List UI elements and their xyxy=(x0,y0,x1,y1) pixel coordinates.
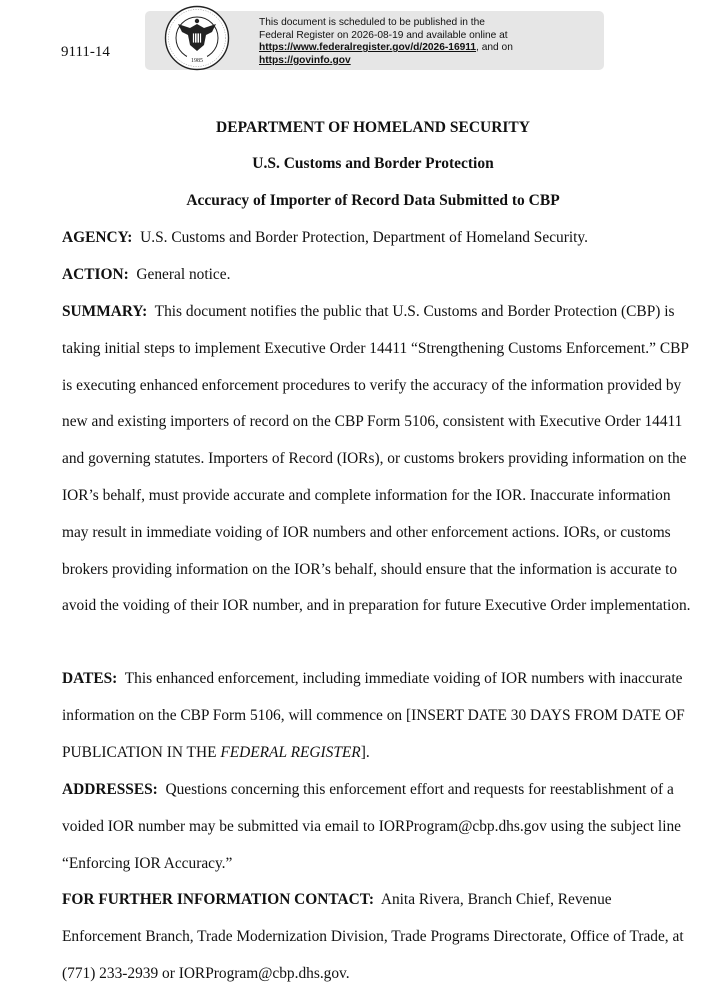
addresses-section xyxy=(62,772,694,882)
addresses-text: Questions concerning this enforcement effort and requests for reestablishment of a voided IOR number may be submitted via email to IORProgram@cbp.dhs.gov using the subject line “Enforcing IOR Accuracy.” xyxy=(62,781,682,872)
summary-label: SUMMARY: xyxy=(62,303,148,320)
banner-text xyxy=(259,17,599,67)
govinfo-link[interactable]: https://govinfo.gov xyxy=(259,54,351,66)
agency-section xyxy=(62,220,694,257)
federal-register-italic: FEDERAL REGISTER xyxy=(220,743,361,761)
contact-label: FOR FURTHER INFORMATION CONTACT: xyxy=(62,891,374,908)
document-title: Accuracy of Importer of Record Data Submitted to CBP xyxy=(186,192,560,209)
national-archives-seal-icon xyxy=(164,5,230,71)
contact-section xyxy=(62,882,694,992)
dates-end: ]. xyxy=(360,743,370,761)
action-text: General notice. xyxy=(136,266,231,283)
department-heading: DEPARTMENT OF HOMELAND SECURITY xyxy=(216,119,530,136)
action-section xyxy=(62,257,694,294)
contact-text: Anita Rivera, Branch Chief, Revenue Enforcement Branch, Trade Modernization Division, Trade Programs Directorate, Office of Trade, at (771) 233-2939 or IORProgram@cbp.dhs.gov. xyxy=(62,891,684,982)
dates-label: DATES: xyxy=(62,670,118,687)
addresses-label: ADDRESSES: xyxy=(62,781,158,798)
document-code: 9111-14 xyxy=(61,44,110,60)
seal-year: 1985 xyxy=(191,58,203,64)
dates-text: This enhanced enforcement, including immediate voiding of IOR numbers with inaccurate information on the CBP Form 5106, will commence on [INSERT DATE 30 DAYS FROM DATE OF PUBLICATION IN THE xyxy=(62,670,685,761)
agency-label: AGENCY: xyxy=(62,229,133,246)
banner-and-on: , and on xyxy=(476,42,513,54)
agency-heading: U.S. Customs and Border Protection xyxy=(252,155,494,172)
banner-line-1: This document is scheduled to be published in the xyxy=(259,17,485,28)
publication-banner xyxy=(145,11,604,70)
summary-section xyxy=(62,294,694,625)
federal-register-link[interactable]: https://www.federalregister.gov/d/2026-16911 xyxy=(259,42,477,54)
banner-line-2: Federal Register on 2026-08-19 and available online at xyxy=(259,29,508,41)
summary-text: This document notifies the public that U.S. Customs and Border Protection (CBP) is taking initial steps to implement Executive Order 14411 “Strengthening Customs Enforcement.” CBP is executing enhanced enforcement procedures to verify the accuracy of the information provided by new and existing importers of record on the CBP Form 5106, consistent with Executive Order 14411 and governing statutes. Importers of Record (IORs), or customs brokers providing information on the IOR’s behalf, must provide accurate and complete information for the IOR. Inaccurate information may result in immediate voiding of IOR numbers and other enforcement actions. IORs, or customs brokers providing information on the IOR’s behalf, should ensure that the information is accurate to avoid the voiding of their IOR number, and in preparation for future Executive Order implementation. xyxy=(62,303,691,615)
action-label: ACTION: xyxy=(62,266,129,283)
agency-text: U.S. Customs and Border Protection, Department of Homeland Security. xyxy=(140,229,588,246)
dates-section xyxy=(62,661,694,771)
